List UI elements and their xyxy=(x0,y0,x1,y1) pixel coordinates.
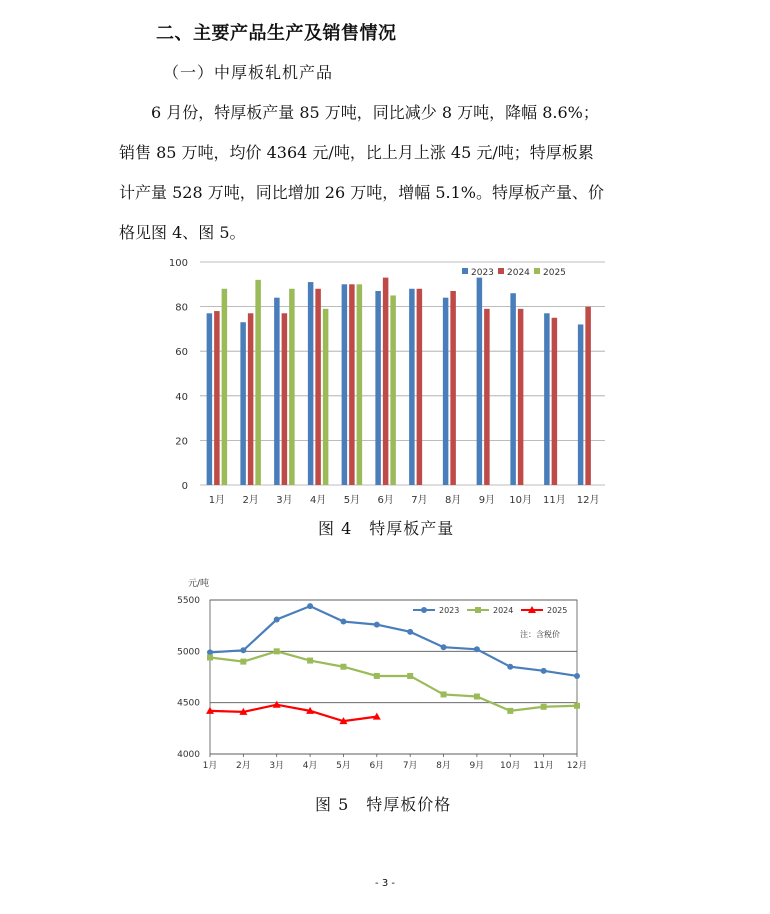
bar xyxy=(342,284,348,485)
bar xyxy=(248,313,254,485)
x-tick-label: 6月 xyxy=(369,761,385,771)
data-point xyxy=(507,708,513,714)
data-point xyxy=(541,704,547,710)
price-line-chart xyxy=(170,570,600,780)
x-tick-label: 7月 xyxy=(402,761,418,771)
bar xyxy=(255,280,261,485)
data-point xyxy=(474,694,480,700)
subsection-heading: （一）中厚板轧机产品 xyxy=(163,63,334,82)
bar xyxy=(544,313,550,485)
data-point xyxy=(475,607,481,613)
bar xyxy=(477,278,483,485)
data-point xyxy=(274,648,280,654)
body-paragraph xyxy=(119,93,659,253)
bar xyxy=(282,313,288,485)
bar xyxy=(308,282,314,485)
data-point xyxy=(574,673,580,679)
bar xyxy=(349,284,355,485)
legend-swatch xyxy=(462,268,468,274)
data-point xyxy=(340,619,346,625)
section-heading: 二、主要产品生产及销售情况 xyxy=(156,23,397,44)
paragraph-line: 6 月份，特厚板产量 85 万吨，同比减少 8 万吨，降幅 8.6%； xyxy=(151,103,599,122)
legend-swatch xyxy=(498,268,504,274)
x-tick-label: 2月 xyxy=(235,761,251,771)
y-tick-label: 40 xyxy=(175,391,188,403)
bar xyxy=(323,309,329,485)
legend-label: 2025 xyxy=(547,606,568,615)
x-tick-label: 9月 xyxy=(478,495,496,506)
data-point xyxy=(340,664,346,670)
data-point xyxy=(307,658,313,664)
data-point xyxy=(407,673,413,679)
bar xyxy=(390,295,396,485)
series-line xyxy=(210,705,377,721)
x-tick-label: 10月 xyxy=(500,761,521,771)
legend-label: 2024 xyxy=(507,268,530,278)
bar xyxy=(207,313,213,485)
x-tick-label: 5月 xyxy=(336,761,351,771)
bar xyxy=(552,318,558,485)
x-tick-label: 6月 xyxy=(377,495,394,506)
bar xyxy=(289,289,295,485)
y-tick-label: 5000 xyxy=(177,647,200,658)
legend-label: 2025 xyxy=(543,268,566,278)
data-point xyxy=(240,659,246,665)
series-line xyxy=(210,606,577,676)
x-tick-label: 9月 xyxy=(469,761,485,771)
x-tick-label: 5月 xyxy=(343,495,361,506)
legend-label: 2023 xyxy=(439,606,460,615)
x-tick-label: 1月 xyxy=(208,495,226,506)
series-line xyxy=(210,651,577,711)
bar xyxy=(585,307,591,485)
paragraph-line: 计产量 528 万吨，同比增加 26 万吨，增幅 5.1%。特厚板产量、价 xyxy=(119,183,604,202)
data-point xyxy=(421,607,427,613)
data-point xyxy=(207,649,213,655)
data-point xyxy=(574,703,580,709)
x-tick-label: 7月 xyxy=(411,495,428,506)
bar xyxy=(450,291,456,485)
x-tick-label: 3月 xyxy=(276,495,293,506)
bar xyxy=(510,293,516,485)
bar xyxy=(357,284,363,485)
bar xyxy=(214,311,220,485)
legend-label: 2023 xyxy=(471,268,494,278)
bar xyxy=(222,289,228,485)
y-tick-label: 80 xyxy=(175,302,188,314)
bar xyxy=(240,322,246,485)
y-tick-label: 60 xyxy=(175,347,188,359)
data-point xyxy=(374,622,380,628)
data-point xyxy=(507,664,513,670)
x-tick-label: 8月 xyxy=(436,761,451,771)
data-point xyxy=(207,654,213,660)
bar xyxy=(375,291,381,485)
x-tick-label: 12月 xyxy=(566,761,588,771)
paragraph-line: 销售 85 万吨，均价 4364 元/吨，比上月上涨 45 元/吨；特厚板累 xyxy=(119,143,594,162)
x-tick-label: 12月 xyxy=(576,495,600,506)
x-tick-label: 2月 xyxy=(242,495,259,506)
bar xyxy=(578,324,584,485)
data-point xyxy=(274,617,280,623)
y-tick-label: 4000 xyxy=(177,750,200,760)
x-tick-label: 8月 xyxy=(444,495,462,506)
y-tick-label: 0 xyxy=(181,481,188,492)
bar xyxy=(518,309,524,485)
bar xyxy=(417,289,423,485)
bar xyxy=(383,278,389,485)
x-tick-label: 11月 xyxy=(533,761,554,771)
data-point xyxy=(441,644,447,650)
x-tick-label: 4月 xyxy=(302,761,318,771)
paragraph-line: 格见图 4、图 5。 xyxy=(119,223,246,242)
data-point xyxy=(541,668,547,674)
data-point xyxy=(407,629,413,635)
data-point xyxy=(474,646,480,652)
bar xyxy=(443,298,449,485)
y-tick-label: 5500 xyxy=(177,596,200,606)
data-point xyxy=(441,691,447,697)
y-tick-label: 100 xyxy=(168,258,188,269)
legend-label: 2024 xyxy=(493,606,514,615)
y-tick-label: 20 xyxy=(175,436,188,448)
legend-swatch xyxy=(534,268,540,274)
data-point xyxy=(307,603,313,609)
bar xyxy=(409,289,415,485)
data-point xyxy=(374,673,380,679)
figure5-caption: 图 5 特厚板价格 xyxy=(315,795,452,814)
x-tick-label: 4月 xyxy=(309,495,327,506)
y-tick-label: 4500 xyxy=(177,698,200,709)
x-tick-label: 10月 xyxy=(509,495,532,506)
y-unit-label: 元/吨 xyxy=(188,579,210,589)
x-tick-label: 11月 xyxy=(543,495,566,506)
x-tick-label: 3月 xyxy=(269,761,285,771)
bar xyxy=(274,298,280,485)
data-point xyxy=(240,647,246,653)
figure4-caption: 图 4 特厚板产量 xyxy=(318,519,455,538)
bar xyxy=(484,309,490,485)
page-number: - 3 - xyxy=(375,878,395,889)
bar xyxy=(315,289,321,485)
x-tick-label: 1月 xyxy=(202,761,218,771)
chart-note: 注：含税价 xyxy=(520,630,560,639)
production-bar-chart xyxy=(160,252,620,512)
